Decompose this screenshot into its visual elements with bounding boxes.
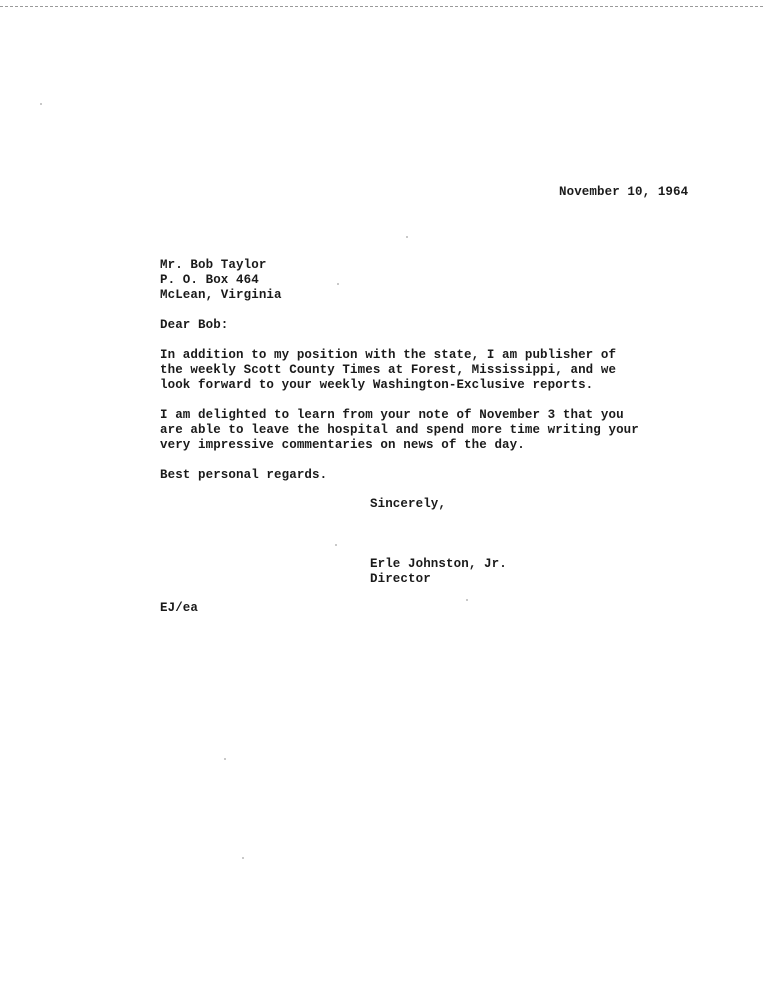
signer-name: Erle Johnston, Jr. <box>370 557 507 571</box>
body-line: the weekly Scott County Times at Forest, Mississippi, and we <box>160 363 617 377</box>
body-line: very impressive commentaries on news of the day. <box>160 438 525 452</box>
scan-speck <box>337 283 339 285</box>
body-line: I am delighted to learn from your note of November 3 that you <box>160 408 624 422</box>
body-line: In addition to my position with the state, I am publisher of <box>160 348 617 362</box>
scan-speck <box>224 758 226 760</box>
recipient-address-line1: P. O. Box 464 <box>160 273 259 287</box>
scan-speck <box>406 236 408 238</box>
body-line: are able to leave the hospital and spend more time writing your <box>160 423 639 437</box>
closing-remark: Best personal regards. <box>160 468 328 482</box>
scan-speck <box>335 544 337 546</box>
recipient-address-line2: McLean, Virginia <box>160 288 282 302</box>
page-top-edge <box>0 0 763 7</box>
typist-initials: EJ/ea <box>160 601 199 615</box>
letter-date: November 10, 1964 <box>559 185 689 199</box>
scan-speck <box>466 599 468 601</box>
recipient-name: Mr. Bob Taylor <box>160 258 267 272</box>
salutation: Dear Bob: <box>160 318 229 332</box>
valediction: Sincerely, <box>370 497 447 511</box>
body-line: look forward to your weekly Washington-Exclusive reports. <box>160 378 594 392</box>
scan-speck <box>40 103 42 105</box>
signer-title: Director <box>370 572 431 586</box>
scan-speck <box>242 857 244 859</box>
